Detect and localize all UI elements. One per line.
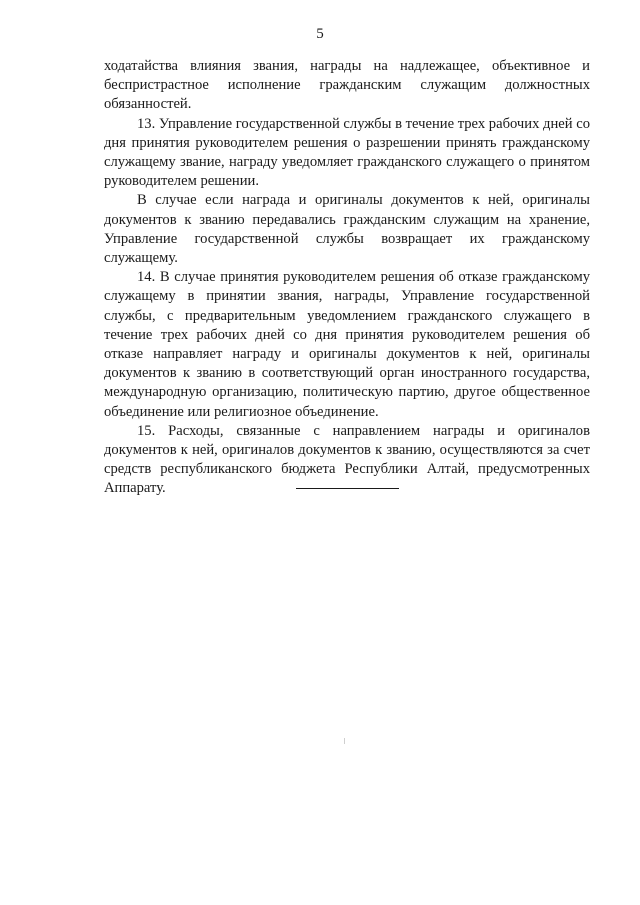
end-separator-line — [296, 488, 399, 489]
paragraph-item-13-return: В случае если награда и оригиналы документов к ней, оригиналы документов к званию передавались гражданским служащим на хранение, Управление государственной службы возвращает их гражданскому служащему. — [104, 192, 590, 267]
paragraph-continuation: ходатайства влияния звания, награды на надлежащее, объективное и беспристрастное исполнение гражданским служащим должностных обязанностей. — [104, 58, 590, 113]
page-number: 5 — [316, 26, 324, 42]
paragraph-item-14: 14. В случае принятия руководителем решения об отказе гражданскому служащему в принятии звания, награды, Управление государственной службы, с предварительным уведомлением гражданского служащего в течение трех рабочих дней со дня принятия руководителем решения об отказе направляет награду и оригиналы документов к ней, оригиналы документов к званию в соответствующий орган иностранного государства, международную организацию, политическую партию, другое общественное объединение или религиозное объединение. — [104, 269, 590, 420]
paragraph-item-13: 13. Управление государственной службы в течение трех рабочих дней со дня принятия руководителем решения о разрешении принять гражданскому служащему звание, награду уведомляет гражданского служащего о принятом руководителем решении. — [104, 115, 590, 190]
scan-speck — [344, 738, 345, 744]
document-body — [104, 57, 590, 499]
paragraph-item-15: 15. Расходы, связанные с направлением награды и оригиналов документов к ней, оригиналов документов к званию, осуществляются за счет средств республиканского бюджета Республики Алтай, предусмотренных Аппарату. — [104, 422, 590, 497]
